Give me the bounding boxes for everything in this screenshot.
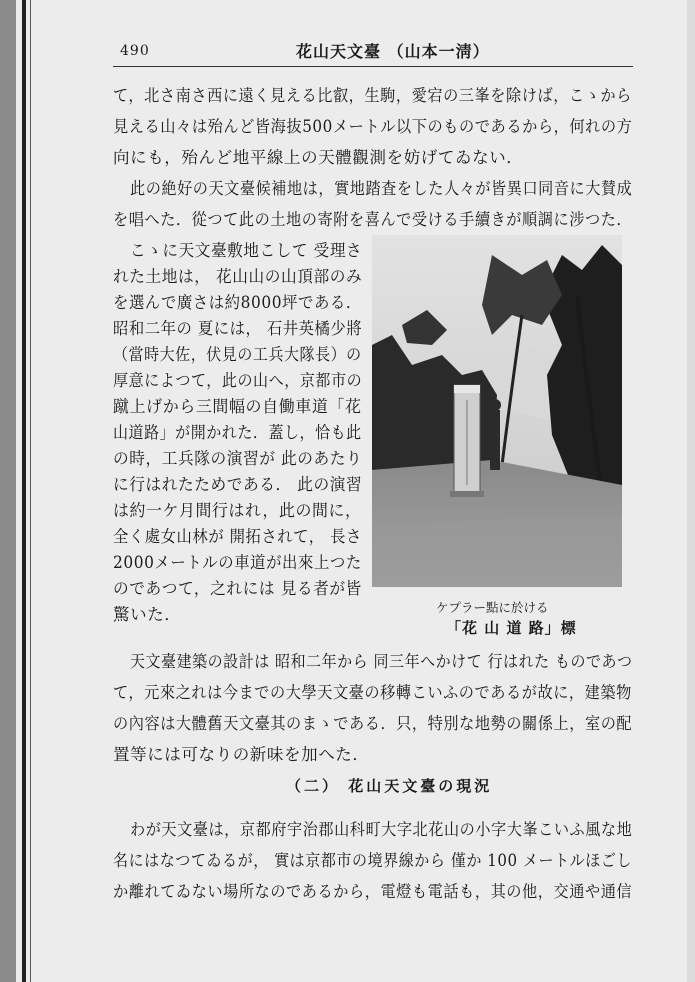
text-line: 全く處女山林が 開拓されて， 長さ [113, 527, 362, 546]
binding-edge [22, 0, 26, 982]
text-line: 厚意によつて，此の山へ，京都市の [113, 371, 363, 390]
text-line: て，北さ南さ西に遠く見える比叡，生駒，愛宕の三峯を除けば，こゝから [113, 86, 632, 105]
text-line: 昭和二年の 夏には， 石井英橘少將 [113, 319, 363, 338]
text-line: 蹴上げから三間幅の自働車道「花 [113, 397, 362, 416]
photo-illustration [372, 235, 622, 587]
text-line: 名にはなつてゐるが， 實は京都市の境界線から 僅か 100 メートルほごし [113, 851, 632, 870]
text-line: て，元來之れは今までの大學天文臺の移轉こいふのであるが故に，建築物 [113, 683, 632, 702]
photo-caption-line1: ケプラー點に於ける [436, 600, 549, 615]
header-rule [113, 66, 633, 67]
text-line: 向にも，殆んど地平線上の天體觀測を妨げてゐない． [113, 148, 524, 167]
page-edge [687, 0, 695, 982]
photo-caption-line2: 「花 山 道 路」標 [446, 619, 577, 637]
text-line: は約一ケ月間行はれ，此の間に， [113, 501, 362, 520]
text-line: 驚いた． [113, 605, 182, 624]
text-line: れた土地は， 花山山の山頂部のみ [113, 267, 363, 286]
text-line: 見える山々は殆んど皆海抜500メートル以下のものであるから，何れの方 [113, 117, 633, 136]
text-line: （當時大佐，伏見の工兵大隊長）の [113, 345, 362, 364]
text-line: の內容は大體舊天文臺其のまゝである．只，特別な地勢の關係上，室の配 [113, 714, 633, 733]
text-line: 天文臺建築の設計は 昭和二年から 同三年へかけて 行はれた ものであつ [130, 652, 633, 671]
text-line: の時，工兵隊の演習が 此のあたり [113, 449, 363, 468]
text-line: に行はれたためである． 此の演習 [113, 475, 363, 494]
text-line: を選んで廣さは約8000坪である． [113, 293, 362, 312]
text-line: わが天文臺は，京都府宇治郡山科町大字北花山の小字大峯こいふ風な地 [130, 820, 633, 839]
text-line: のであつて，之れには 見る者が皆 [113, 579, 362, 598]
text-line: 此の絶好の天文臺候補地は，實地踏査をした人々が皆異口同音に大賛成 [130, 179, 633, 198]
text-line: こゝに天文臺敷地こして 受理さ [130, 241, 363, 260]
page-number: 490 [120, 43, 150, 59]
running-head: 花山天文臺 （山本一淸） [296, 42, 490, 61]
text-line: か離れてゐない場所なのであるから，電燈も電話も，其の他，交通や通信 [113, 882, 633, 901]
photo-kepler-point-marker [372, 235, 622, 587]
binding-edge-thin [30, 0, 31, 982]
text-line: 山道路」が開かれた．蓋し，恰も此 [113, 423, 362, 442]
binding-shadow [0, 0, 16, 982]
section-heading: （二） 花山天文臺の現況 [286, 777, 493, 795]
text-line: を唱へた．從つて此の土地の寄附を喜んで受ける手續きが順調に涉つた． [113, 210, 633, 229]
text-line: 2000メートルの車道が出來上つた [113, 553, 362, 572]
text-line: 置等には可なりの新味を加へた． [113, 745, 370, 764]
